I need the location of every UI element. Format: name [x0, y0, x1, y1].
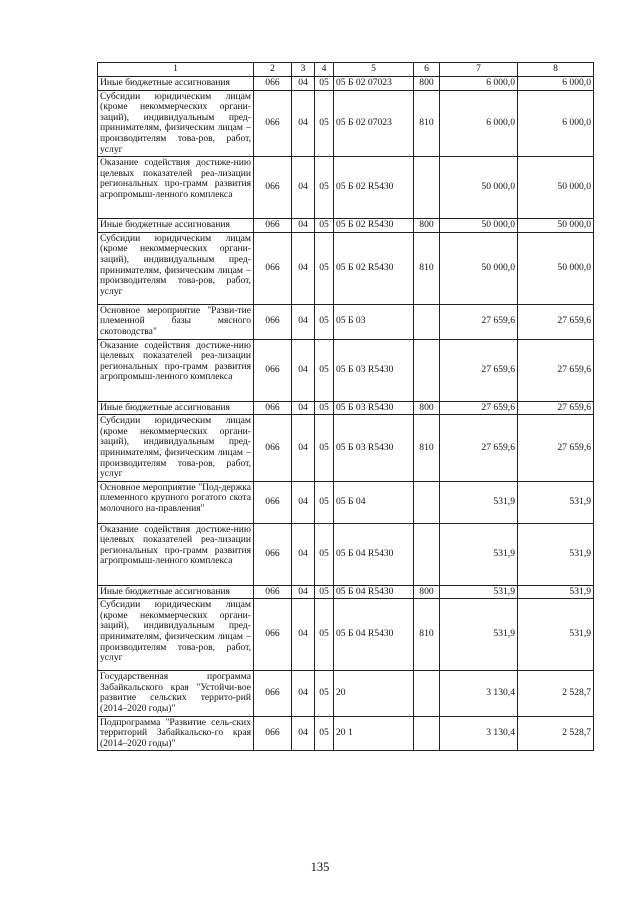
subsection-code: 05 [315, 585, 334, 599]
section-code: 04 [292, 585, 315, 599]
item-name: Субсидии юридическим лицам (кроме некоммерческих органи-заций), индивидуальным пред-принимателям, физическим лицам – производителям това-ров, работ, услуг [98, 90, 254, 157]
ministry-code: 066 [254, 90, 292, 157]
ministry-code: 066 [254, 599, 292, 671]
column-header: 7 [440, 63, 518, 77]
amount-col7: 27 659,6 [440, 401, 518, 415]
item-name: Основное мероприятие "Под-держка племенного крупного рогатого скота молочного на-правления" [98, 481, 254, 523]
subsection-code: 05 [315, 523, 334, 585]
subsection-code: 05 [315, 339, 334, 401]
amount-col7: 50 000,0 [440, 232, 518, 304]
item-name: Оказание содействия достиже-нию целевых показателей реа-лизации региональных про-грамм развития агропромыш-ленного комплекса [98, 523, 254, 585]
amount-col7: 6 000,0 [440, 90, 518, 157]
subsection-code: 05 [315, 481, 334, 523]
target-article-code: 05 Б 02 07023 [334, 77, 414, 91]
table-row [98, 157, 594, 219]
amount-col8: 6 000,0 [518, 77, 594, 91]
item-name: Субсидии юридическим лицам (кроме некоммерческих органи-заций), индивидуальным пред-принимателям, физическим лицам – производителям това-ров, работ, услуг [98, 599, 254, 671]
amount-col7: 27 659,6 [440, 415, 518, 482]
amount-col8: 531,9 [518, 481, 594, 523]
table-row [98, 90, 594, 157]
subsection-code: 05 [315, 77, 334, 91]
budget-table [97, 62, 594, 751]
amount-col7: 531,9 [440, 523, 518, 585]
column-header: 8 [518, 63, 594, 77]
item-name: Подпрограмма "Развитие сель-ских территорий Забайкальско-го края (2014–2020 годы)" [98, 716, 254, 751]
section-code: 04 [292, 481, 315, 523]
amount-col8: 2 528,7 [518, 716, 594, 751]
table-row [98, 77, 594, 91]
section-code: 04 [292, 339, 315, 401]
amount-col8: 27 659,6 [518, 339, 594, 401]
amount-col7: 531,9 [440, 481, 518, 523]
table-row [98, 415, 594, 482]
item-name: Субсидии юридическим лицам (кроме некоммерческих органи-заций), индивидуальным пред-принимателям, физическим лицам – производителям това-ров, работ, услуг [98, 415, 254, 482]
ministry-code: 066 [254, 157, 292, 219]
expense-type-code [414, 304, 440, 339]
section-code: 04 [292, 77, 315, 91]
subsection-code: 05 [315, 716, 334, 751]
column-header: 3 [292, 63, 315, 77]
target-article-code: 05 Б 04 [334, 481, 414, 523]
table-row [98, 339, 594, 401]
item-name: Оказание содействия достиже-нию целевых показателей реа-лизации региональных про-грамм развития агропромыш-ленного комплекса [98, 339, 254, 401]
ministry-code: 066 [254, 716, 292, 751]
target-article-code: 05 Б 03 R5430 [334, 415, 414, 482]
expense-type-code [414, 671, 440, 716]
item-name: Оказание содействия достиже-нию целевых показателей реа-лизации региональных про-грамм развития агропромыш-ленного комплекса [98, 157, 254, 219]
subsection-code: 05 [315, 90, 334, 157]
expense-type-code: 800 [414, 401, 440, 415]
table-row [98, 523, 594, 585]
table-row [98, 401, 594, 415]
amount-col8: 27 659,6 [518, 401, 594, 415]
amount-col7: 50 000,0 [440, 157, 518, 219]
amount-col8: 2 528,7 [518, 671, 594, 716]
target-article-code: 05 Б 02 R5430 [334, 157, 414, 219]
subsection-code: 05 [315, 157, 334, 219]
expense-type-code [414, 157, 440, 219]
amount-col7: 6 000,0 [440, 77, 518, 91]
amount-col7: 27 659,6 [440, 304, 518, 339]
section-code: 04 [292, 157, 315, 219]
target-article-code: 05 Б 02 07023 [334, 90, 414, 157]
column-header: 5 [334, 63, 414, 77]
table-row [98, 716, 594, 751]
subsection-code: 05 [315, 415, 334, 482]
ministry-code: 066 [254, 585, 292, 599]
amount-col8: 531,9 [518, 523, 594, 585]
section-code: 04 [292, 671, 315, 716]
subsection-code: 05 [315, 219, 334, 233]
item-name: Основное мероприятие "Разви-тие племенной базы мясного скотоводства" [98, 304, 254, 339]
expense-type-code: 810 [414, 599, 440, 671]
expense-type-code [414, 339, 440, 401]
ministry-code: 066 [254, 401, 292, 415]
ministry-code: 066 [254, 232, 292, 304]
table-row [98, 671, 594, 716]
subsection-code: 05 [315, 304, 334, 339]
table-row [98, 481, 594, 523]
section-code: 04 [292, 716, 315, 751]
item-name: Иные бюджетные ассигнования [98, 401, 254, 415]
column-header: 2 [254, 63, 292, 77]
subsection-code: 05 [315, 232, 334, 304]
item-name: Субсидии юридическим лицам (кроме некоммерческих органи-заций), индивидуальным пред-принимателям, физическим лицам – производителям това-ров, работ, услуг [98, 232, 254, 304]
target-article-code: 05 Б 03 R5430 [334, 401, 414, 415]
expense-type-code: 810 [414, 232, 440, 304]
expense-type-code: 810 [414, 415, 440, 482]
target-article-code: 05 Б 04 R5430 [334, 585, 414, 599]
table-row [98, 599, 594, 671]
section-code: 04 [292, 523, 315, 585]
expense-type-code: 800 [414, 219, 440, 233]
amount-col7: 50 000,0 [440, 219, 518, 233]
amount-col8: 50 000,0 [518, 157, 594, 219]
item-name: Государственная программа Забайкальского края "Устойчи-вое развитие сельских террито-рий (2014–2020 годы)" [98, 671, 254, 716]
amount-col7: 531,9 [440, 585, 518, 599]
section-code: 04 [292, 304, 315, 339]
item-name: Иные бюджетные ассигнования [98, 585, 254, 599]
section-code: 04 [292, 219, 315, 233]
ministry-code: 066 [254, 219, 292, 233]
target-article-code: 05 Б 02 R5430 [334, 219, 414, 233]
ministry-code: 066 [254, 77, 292, 91]
section-code: 04 [292, 599, 315, 671]
expense-type-code: 800 [414, 585, 440, 599]
target-article-code: 20 [334, 671, 414, 716]
amount-col8: 6 000,0 [518, 90, 594, 157]
target-article-code: 05 Б 02 R5430 [334, 232, 414, 304]
section-code: 04 [292, 415, 315, 482]
table-row [98, 219, 594, 233]
amount-col7: 3 130,4 [440, 716, 518, 751]
amount-col8: 531,9 [518, 585, 594, 599]
table-row [98, 304, 594, 339]
ministry-code: 066 [254, 671, 292, 716]
item-name: Иные бюджетные ассигнования [98, 77, 254, 91]
target-article-code: 05 Б 04 R5430 [334, 599, 414, 671]
expense-type-code [414, 523, 440, 585]
ministry-code: 066 [254, 481, 292, 523]
item-name: Иные бюджетные ассигнования [98, 219, 254, 233]
amount-col7: 531,9 [440, 599, 518, 671]
target-article-code: 20 1 [334, 716, 414, 751]
target-article-code: 05 Б 04 R5430 [334, 523, 414, 585]
ministry-code: 066 [254, 304, 292, 339]
expense-type-code: 810 [414, 90, 440, 157]
amount-col7: 3 130,4 [440, 671, 518, 716]
amount-col8: 531,9 [518, 599, 594, 671]
section-code: 04 [292, 90, 315, 157]
amount-col7: 27 659,6 [440, 339, 518, 401]
subsection-code: 05 [315, 599, 334, 671]
column-header: 6 [414, 63, 440, 77]
subsection-code: 05 [315, 401, 334, 415]
amount-col8: 27 659,6 [518, 415, 594, 482]
column-header: 1 [98, 63, 254, 77]
amount-col8: 50 000,0 [518, 219, 594, 233]
expense-type-code: 800 [414, 77, 440, 91]
expense-type-code [414, 481, 440, 523]
target-article-code: 05 Б 03 R5430 [334, 339, 414, 401]
section-code: 04 [292, 232, 315, 304]
page-number: 135 [310, 860, 330, 874]
ministry-code: 066 [254, 339, 292, 401]
target-article-code: 05 Б 03 [334, 304, 414, 339]
amount-col8: 50 000,0 [518, 232, 594, 304]
table-row [98, 585, 594, 599]
table-row [98, 232, 594, 304]
ministry-code: 066 [254, 523, 292, 585]
amount-col8: 27 659,6 [518, 304, 594, 339]
subsection-code: 05 [315, 671, 334, 716]
column-header: 4 [315, 63, 334, 77]
ministry-code: 066 [254, 415, 292, 482]
expense-type-code [414, 716, 440, 751]
table-header-row [98, 63, 594, 77]
section-code: 04 [292, 401, 315, 415]
